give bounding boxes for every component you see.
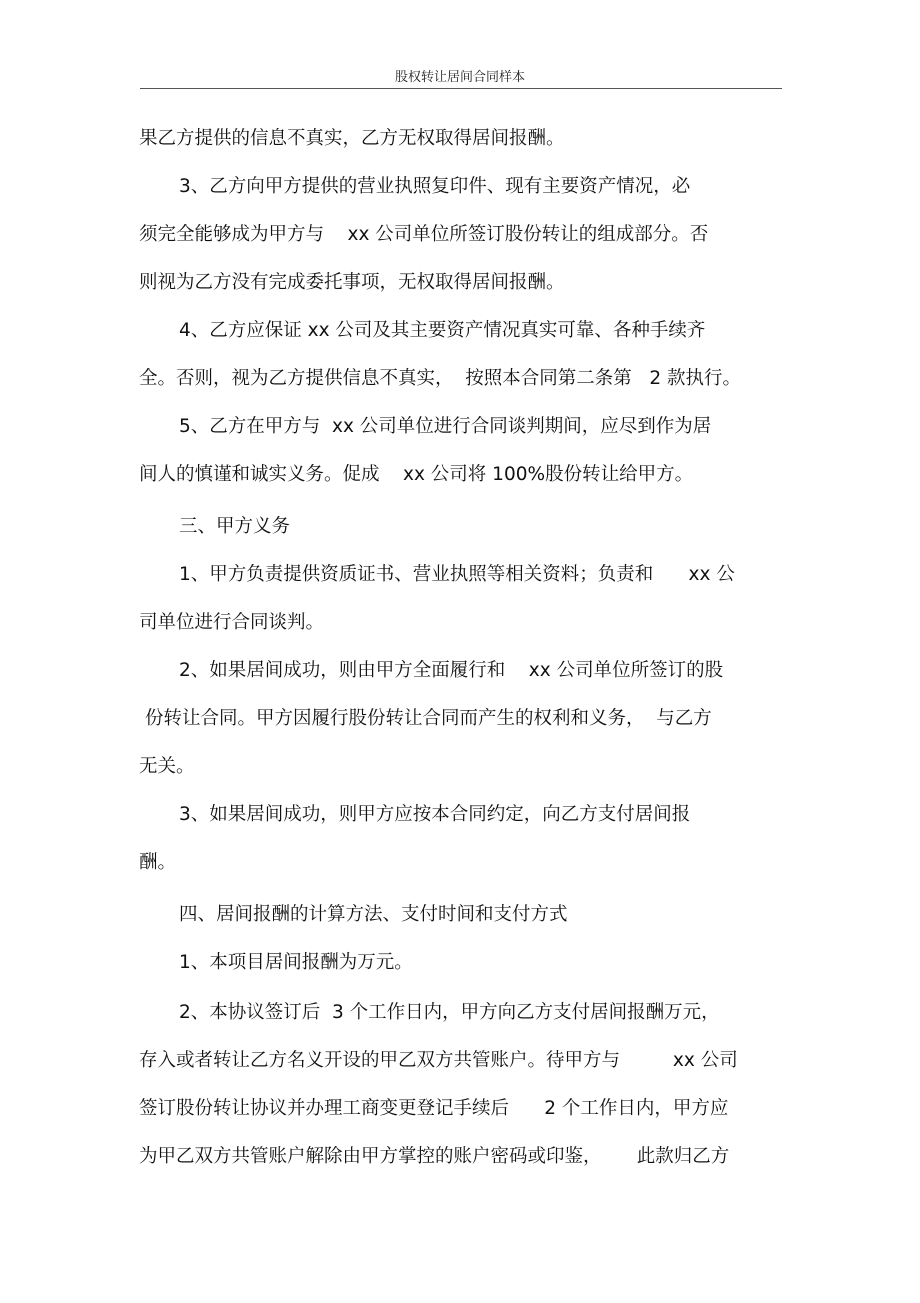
body-line: 3、乙方向甲方提供的营业执照复印件、现有主要资产情况，必 bbox=[179, 176, 691, 197]
body-line: 无关。 bbox=[139, 756, 195, 777]
body-line: 须完全能够成为甲方与 xx 公司单位所签订股份转让的组成部分。否 bbox=[139, 224, 709, 245]
body-line: 为甲乙双方共管账户解除由甲方掌控的账户密码或印鉴， 此款归乙方 bbox=[139, 1146, 730, 1167]
body-line: 司单位进行合同谈判。 bbox=[139, 612, 325, 633]
section-heading: 三、甲方义务 bbox=[179, 516, 291, 537]
body-line: 存入或者转让乙方名义开设的甲乙双方共管账户。待甲方与 xx 公司 bbox=[139, 1050, 738, 1071]
body-line: 1、本项目居间报酬为万元。 bbox=[179, 952, 413, 973]
body-line: 份转让合同。甲方因履行股份转让合同而产生的权利和义务， 与乙方 bbox=[145, 708, 712, 729]
body-line: 酬。 bbox=[139, 852, 177, 873]
header-divider bbox=[140, 88, 782, 89]
body-line: 3、如果居间成功，则甲方应按本合同约定，向乙方支付居间报 bbox=[179, 804, 691, 825]
body-line: 间人的慎谨和诚实义务。促成 xx 公司将 100%股份转让给甲方。 bbox=[139, 464, 694, 485]
body-line: 4、乙方应保证 xx 公司及其主要资产情况真实可靠、各种手续齐 bbox=[179, 320, 706, 341]
body-line: 1、甲方负责提供资质证书、营业执照等相关资料；负责和 xx 公 bbox=[179, 564, 735, 585]
body-line: 则视为乙方没有完成委托事项，无权取得居间报酬。 bbox=[139, 272, 565, 293]
header-title: 股权转让居间合同样本 bbox=[394, 70, 525, 85]
body-line: 果乙方提供的信息不真实，乙方无权取得居间报酬。 bbox=[139, 128, 565, 149]
body-line: 2、本协议签订后 3 个工作日内，甲方向乙方支付居间报酬万元， bbox=[179, 1002, 720, 1023]
body-line: 全。否则，视为乙方提供信息不真实， 按照本合同第二条第 2 款执行。 bbox=[139, 368, 742, 389]
section-heading: 四、居间报酬的计算方法、支付时间和支付方式 bbox=[179, 904, 568, 925]
body-line: 签订股份转让协议并办理工商变更登记手续后 2 个工作日内，甲方应 bbox=[139, 1098, 729, 1119]
body-line: 2、如果居间成功，则由甲方全面履行和 xx 公司单位所签订的股 bbox=[179, 660, 724, 681]
body-line: 5、乙方在甲方与 xx 公司单位进行合同谈判期间，应尽到作为居 bbox=[179, 416, 712, 437]
